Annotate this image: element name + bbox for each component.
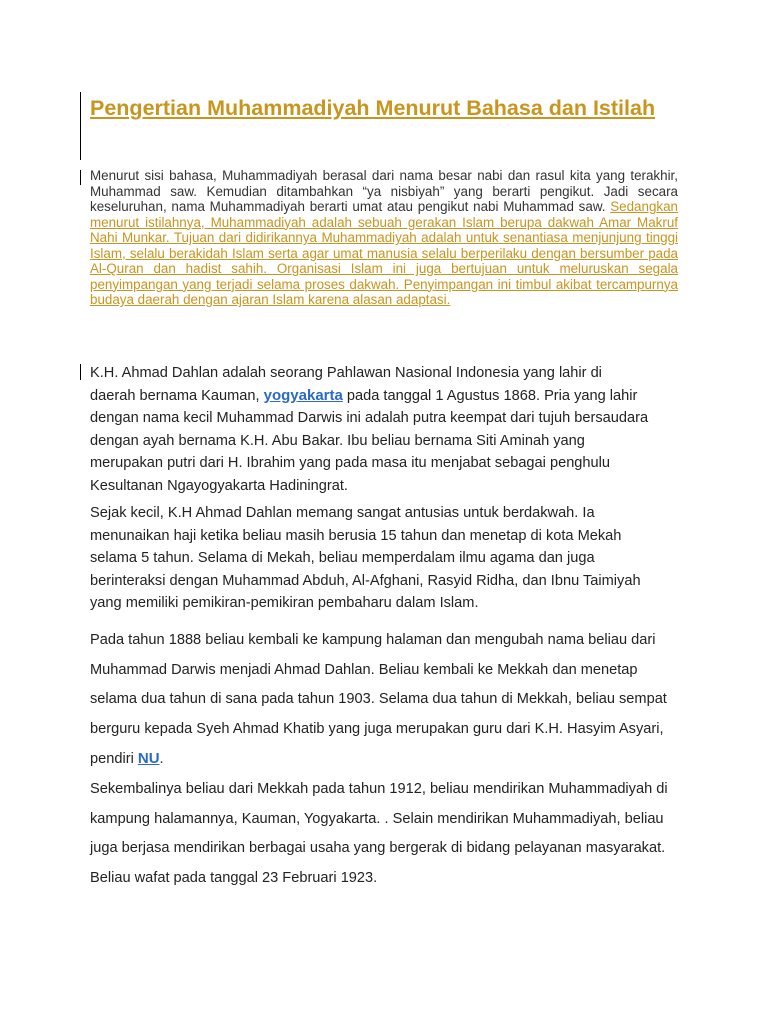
link-nu[interactable]: NU (137, 750, 160, 768)
text-cursor-paragraph-1 (80, 170, 81, 185)
link-yogyakarta[interactable]: yogyakarta (263, 386, 343, 404)
paragraph-1-link[interactable]: Sedangkan menurut istilahnya, Muhammadiyah adalah sebuah gerakan Islam berupa dakwah Amar Makruf Nahi Munkar. Tujuan dari didirikannya Muhammadiyah adalah untuk senantiasa menjunjung tinggi Islam, selalu berakidah Islam serta agar umat manusia selalu berperilaku dengan bersumber pada Al-Quran dan hadist sahih. Organisasi Islam ini juga bertujuan untuk meluruskan segala penyimpangan yang terjadi selama proses dakwah. Penyimpangan ini timbul akibat tercampurnya budaya daerah dengan ajaran Islam karena alasan adaptasi. (90, 199, 678, 307)
page-title: Pengertian Muhammadiyah Menurut Bahasa dan Istilah (90, 96, 656, 120)
paragraph-2-text-after: pada tanggal 1 Agustus 1868. Pria yang lahir dengan nama kecil Muhammad Darwis ini adalah putra keempat dari tujuh bersaudara dengan ayah bernama K.H. Abu Bakar. Ibu beliau bernama Siti Aminah yang merupakan putri dari H. Ibrahim yang pada masa itu menjabat sebagai penghulu Kesultanan Ngayogyakarta Hadiningrat. (90, 387, 649, 494)
paragraph-3: Sejak kecil, K.H Ahmad Dahlan memang sangat antusias untuk berdakwah. Ia menunaikan haji ketika beliau masih berusia 15 tahun dan menetap di kota Mekah selama 5 tahun. Selama di Mekah, beliau memperdalam ilmu agama dan juga berinteraksi dengan Muhammad Abduh, Al-Afghani, Rasyid Ridha, dan Ibnu Taimiyah yang memiliki pemikiran-pemikiran pembaharu dalam Islam. (90, 505, 641, 612)
paragraph-4-text-before: Pada tahun 1888 beliau kembali ke kampung halaman dan mengubah nama beliau dari Muhammad Darwis menjadi Ahmad Dahlan. Beliau kembali ke Mekkah dan menetap selama dua tahun di sana pada tahun 1903. Selama dua tahun di Mekkah, beliau sempat berguru kepada Syeh Ahmad Khatib yang juga merupakan guru dari K.H. Hasyim Asyari, pendiri (90, 632, 667, 768)
paragraph-2-text-before: K.H. Ahmad Dahlan adalah seorang Pahlawan Nasional Indonesia yang lahir di daerah bernama Kauman, (90, 365, 602, 404)
paragraph-1-text: Menurut sisi bahasa, Muhammadiyah berasal dari nama besar nabi dan rasul kita yang terakhir, Muhammad saw. Kemudian ditambahkan “ya nisbiyah” yang berarti pengikut. Jadi secara keseluruhan, nama Muhammadiyah berarti umat atau pengikut nabi Muhammad saw. (90, 168, 678, 214)
text-cursor-title (80, 92, 81, 160)
paragraph-4-second: Sekembalinya beliau dari Mekkah pada tahun 1912, beliau mendirikan Muhammadiyah di kampung halamannya, Kauman, Yogyakarta. . Selain mendirikan Muhammadiyah, beliau juga berjasa mendirikan berbagai usaha yang bergerak di bidang pelayanan masyarakat. Beliau wafat pada tanggal 23 Februari 1923. (90, 780, 668, 886)
paragraph-1 (90, 168, 678, 308)
paragraph-4-text-after: . (159, 751, 164, 768)
paragraph-4 (90, 626, 680, 893)
text-cursor-paragraph-2 (80, 364, 81, 380)
paragraph-2 (90, 362, 650, 498)
